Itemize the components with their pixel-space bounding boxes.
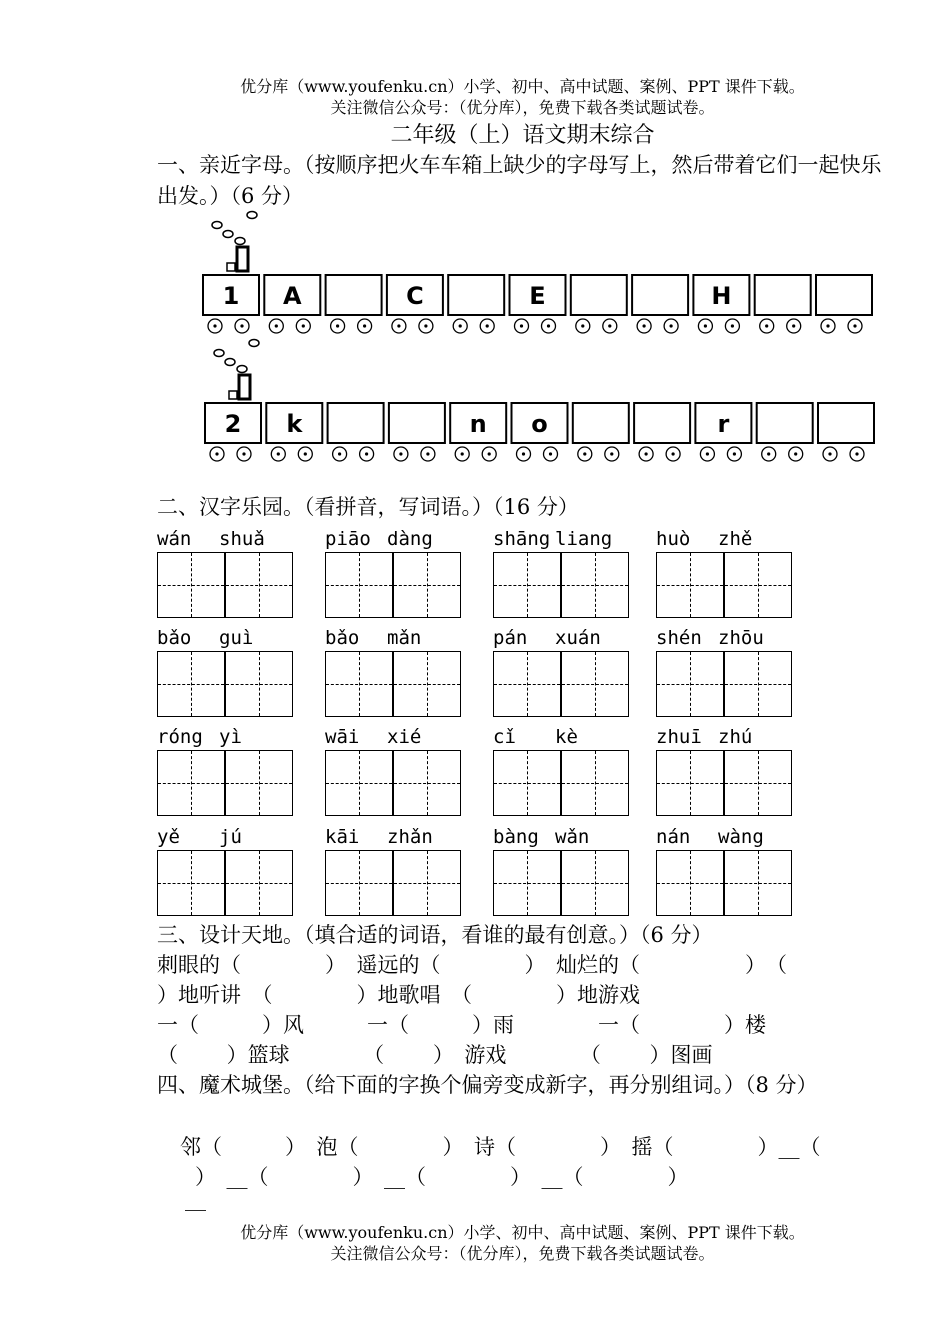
wheel-hub [853,324,856,327]
pinyin-syllable: zhě [718,528,753,550]
pinyin-syllable: guì [219,627,254,649]
train-car [328,403,384,443]
pinyin-syllable: liang [555,528,613,550]
wheel-hub [855,452,858,455]
pinyin-syllable: zhǎn [387,826,433,848]
wheel-hub [213,324,216,327]
wheel-hub [547,324,550,327]
writing-grid-box[interactable] [325,850,393,916]
pinyin-syllable: jú [219,826,242,848]
train-car [757,403,813,443]
train-car [816,275,872,315]
page-title: 二年级（上）语文期末综合 [390,123,655,148]
smoke-puff [235,238,245,245]
section1-instruction: 一、亲近字母。（按顺序把火车车箱上缺少的字母写上，然后带着它们一起快乐出发。）（6 分） [157,153,882,208]
section3-line-4: （ ）篮球 （ ） 游戏 （ ）图画 [157,1043,713,1067]
writing-grid-box[interactable] [493,552,561,618]
writing-grid-box[interactable] [393,850,461,916]
pinyin-syllable: mǎn [387,627,422,649]
pinyin-syllable: wàng [718,826,764,848]
pinyin-syllable: shuǎ [219,528,265,550]
section4-instruction: 四、魔术城堡。（给下面的字换个偏旁变成新字，再分别组词。）（8 分） [157,1073,818,1097]
section4-line-1: 邻（ ） 泡（ ） 诗（ ） 摇（ ）__（ [180,1135,821,1159]
wheel-hub [399,452,402,455]
wheel-hub [731,324,734,327]
writing-grid-box[interactable] [157,552,225,618]
section3-instruction: 三、设计天地。（填合适的词语，看谁的最有创意。）（6 分） [157,923,713,947]
pinyin-syllable: bǎo [157,627,192,649]
wheel-hub [645,452,648,455]
train-car [573,403,629,443]
wheel-hub [670,324,673,327]
pinyin-syllable: yě [157,826,180,848]
wheel-hub [643,324,646,327]
train-car-letter: H [711,282,732,310]
train-car [326,275,382,315]
pinyin-syllable: cǐ [493,726,516,748]
wheel-hub [365,452,368,455]
train-car [634,403,690,443]
train-figure [195,205,885,470]
section3-line-1: 刺眼的（ ） 遥远的（ ） 灿烂的（ ） （ [157,953,787,977]
pinyin-syllable: xié [387,726,422,748]
writing-grid-box[interactable] [325,651,393,717]
wheel-hub [338,452,341,455]
writing-grid-box[interactable] [493,750,561,816]
pinyin-syllable: bàng [493,826,539,848]
train-car [818,403,874,443]
pinyin-syllable: wāi [325,726,360,748]
writing-grid-box[interactable] [724,651,792,717]
section2-instruction: 二、汉字乐园。（看拼音，写词语。）（16 分） [157,495,579,519]
writing-grid-box[interactable] [325,750,393,816]
chimney [239,375,250,399]
pinyin-syllable: wán [157,528,192,550]
pinyin-syllable: wǎn [555,826,590,848]
wheel-hub [794,452,797,455]
wheel-hub [706,452,709,455]
writing-grid-box[interactable] [493,850,561,916]
writing-grid-box[interactable] [656,850,724,916]
wheel-hub [461,452,464,455]
writing-grid-box[interactable] [656,651,724,717]
wheel-hub [828,452,831,455]
writing-grid-box[interactable] [325,552,393,618]
cab-window [227,263,235,271]
header-line-2: 关注微信公众号：（优分库），免费下载各类试题试卷。 [330,98,715,117]
train-car [571,275,627,315]
train-car-letter: 1 [222,282,240,310]
writing-grid-box[interactable] [561,651,629,717]
writing-grid-box[interactable] [724,850,792,916]
wheel-hub [363,324,366,327]
writing-grid-box[interactable] [393,552,461,618]
pinyin-syllable: bǎo [325,627,360,649]
writing-grid-box[interactable] [225,552,293,618]
smoke-puff [247,212,257,219]
wheel-hub [302,324,305,327]
writing-grid-box[interactable] [724,750,792,816]
writing-grid-box[interactable] [656,552,724,618]
train-car [389,403,445,443]
train-car-letter: n [469,410,487,438]
wheel-hub [520,324,523,327]
wheel-hub [486,324,489,327]
train-car [632,275,688,315]
footer-line-2: 关注微信公众号：（优分库），免费下载各类试题试卷。 [330,1244,715,1263]
writing-grid-box[interactable] [561,850,629,916]
section4-line-3: __ [185,1187,206,1211]
wheel-hub [426,452,429,455]
train-car-letter: 2 [224,410,242,438]
pinyin-syllable: zhuī [656,726,702,748]
wheel-hub [459,324,462,327]
pinyin-syllable: huò [656,528,691,550]
wheel-hub [583,452,586,455]
smoke-puff [249,340,259,347]
pinyin-syllable: róng [157,726,203,748]
wheel-hub [765,324,768,327]
wheel-hub [275,324,278,327]
wheel-hub [215,452,218,455]
pinyin-syllable: zhōu [718,627,764,649]
pinyin-syllable: xuán [555,627,601,649]
wheel-hub [672,452,675,455]
wheel-hub [304,452,307,455]
train-car [448,275,504,315]
writing-grid-box[interactable] [157,850,225,916]
writing-grid-box[interactable] [393,651,461,717]
wheel-hub [424,324,427,327]
wheel-hub [610,452,613,455]
pinyin-syllable: nán [656,826,691,848]
wheel-hub [608,324,611,327]
pinyin-syllable: shāng [493,528,551,550]
wheel-hub [549,452,552,455]
smoke-puff [237,366,247,373]
section4-line-2: ） __（ ） __（ ） __（ ） [195,1165,689,1189]
wheel-hub [240,324,243,327]
pinyin-syllable: kāi [325,826,360,848]
train-car-letter: A [283,282,302,310]
footer-line-1: 优分库（www.youfenku.cn）小学、初中、高中试题、案例、PPT 课件下载。 [240,1223,805,1242]
writing-grid-box[interactable] [724,552,792,618]
train-car-letter: C [406,282,424,310]
train-car-letter: r [717,410,730,438]
train-car-letter: o [531,410,548,438]
wheel-hub [488,452,491,455]
wheel-hub [704,324,707,327]
writing-grid-box[interactable] [393,750,461,816]
wheel-hub [733,452,736,455]
wheel-hub [336,324,339,327]
pinyin-syllable: shén [656,627,702,649]
smoke-puff [223,231,233,238]
wheel-hub [242,452,245,455]
writing-grid-box[interactable] [561,552,629,618]
writing-grid-box[interactable] [561,750,629,816]
smoke-puff [212,222,222,229]
smoke-puff [225,359,235,366]
smoke-puff [214,350,224,357]
wheel-hub [767,452,770,455]
pinyin-syllable: pán [493,627,528,649]
header-line-1: 优分库（www.youfenku.cn）小学、初中、高中试题、案例、PPT 课件下载。 [240,77,805,96]
writing-grid-box[interactable] [157,651,225,717]
writing-grid-box[interactable] [225,850,293,916]
pinyin-syllable: kè [555,726,578,748]
writing-grid-box[interactable] [157,750,225,816]
wheel-hub [522,452,525,455]
wheel-hub [792,324,795,327]
pinyin-syllable: dàng [387,528,433,550]
writing-grid-box[interactable] [225,651,293,717]
wheel-hub [277,452,280,455]
train-car-letter: E [529,282,546,310]
pinyin-syllable: zhú [718,726,753,748]
writing-grid-box[interactable] [225,750,293,816]
writing-grid-box[interactable] [493,651,561,717]
train-car-letter: k [286,410,303,438]
cab-window [229,391,237,399]
section3-line-3: 一（ ）风 一（ ）雨 一（ ）楼 [157,1013,766,1037]
section3-line-2: ）地听讲 （ ）地歌唱 （ ）地游戏 [157,983,640,1007]
writing-grid-box[interactable] [656,750,724,816]
pinyin-syllable: yì [219,726,242,748]
wheel-hub [397,324,400,327]
pinyin-syllable: piāo [325,528,371,550]
wheel-hub [826,324,829,327]
wheel-hub [581,324,584,327]
chimney [237,247,248,271]
train-car [755,275,811,315]
